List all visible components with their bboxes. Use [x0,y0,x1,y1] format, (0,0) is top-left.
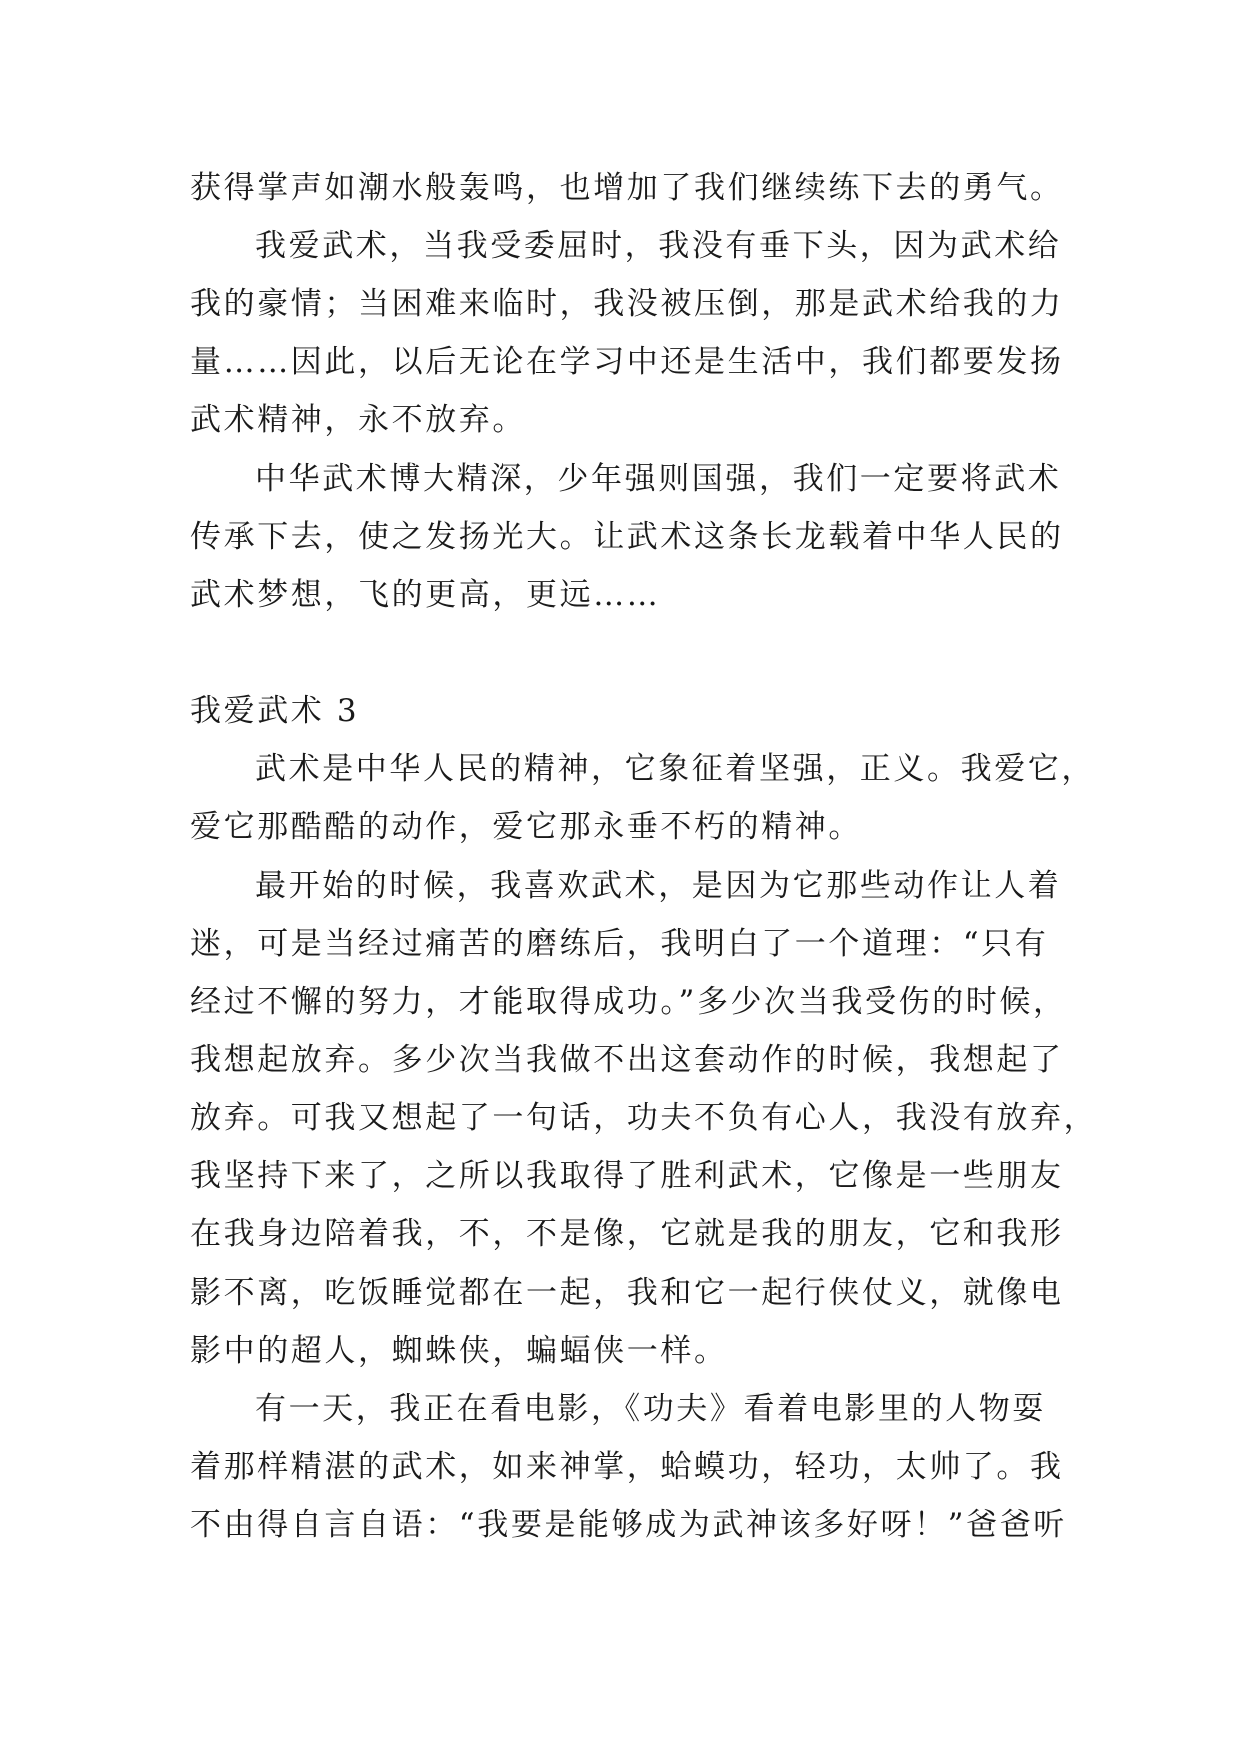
text-line: 我坚持下来了，之所以我取得了胜利武术，它像是一些朋友 [190,1158,1064,1194]
text-line: 我想起放弃。多少次当我做不出这套动作的时候，我想起了 [190,1042,1064,1078]
text-line: 爱它那酷酷的动作，爱它那永垂不朽的精神。 [190,809,862,845]
text-line: 获得掌声如潮水般轰鸣，也增加了我们继续练下去的勇气。 [190,170,1064,206]
paragraph-start: 最开始的时候，我喜欢武术，是因为它那些动作让人着 [255,868,1062,904]
text-line: 量……因此，以后无论在学习中还是生活中，我们都要发扬 [190,344,1064,380]
section-heading: 我爱武术 3 [190,693,360,729]
text-line: 影中的超人，蜘蛛侠，蝙蝠侠一样。 [190,1333,728,1369]
text-line: 我的豪情；当困难来临时，我没被压倒，那是武术给我的力 [190,286,1064,322]
text-line: 传承下去，使之发扬光大。让武术这条长龙载着中华人民的 [190,519,1064,555]
text-line: 放弃。可我又想起了一句话，功夫不负有心人，我没有放弃， [190,1100,1098,1136]
text-line: 不由得自言自语：“我要是能够成为武神该多好呀！”爸爸听 [190,1507,1067,1543]
text-line: 经过不懈的努力，才能取得成功。”多少次当我受伤的时候， [190,984,1067,1020]
text-line: 在我身边陪着我，不，不是像，它就是我的朋友，它和我形 [190,1216,1064,1252]
text-line: 武术精神，永不放弃。 [190,402,526,438]
text-line: 迷，可是当经过痛苦的磨练后，我明白了一个道理：“只有 [190,926,1049,962]
text-line: 武术梦想，飞的更高，更远…… [190,577,661,613]
text-line: 着那样精湛的武术，如来神掌，蛤蟆功，轻功，太帅了。我 [190,1449,1064,1485]
paragraph-start: 我爱武术，当我受委屈时，我没有垂下头，因为武术给 [255,228,1062,264]
paragraph-start: 武术是中华人民的精神，它象征着坚强，正义。我爱它， [255,751,1095,787]
text-line: 影不离，吃饭睡觉都在一起，我和它一起行侠仗义，就像电 [190,1275,1064,1311]
paragraph-start: 有一天，我正在看电影，《功夫》看着电影里的人物耍 [255,1391,1046,1427]
paragraph-start: 中华武术博大精深，少年强则国强，我们一定要将武术 [255,461,1062,497]
